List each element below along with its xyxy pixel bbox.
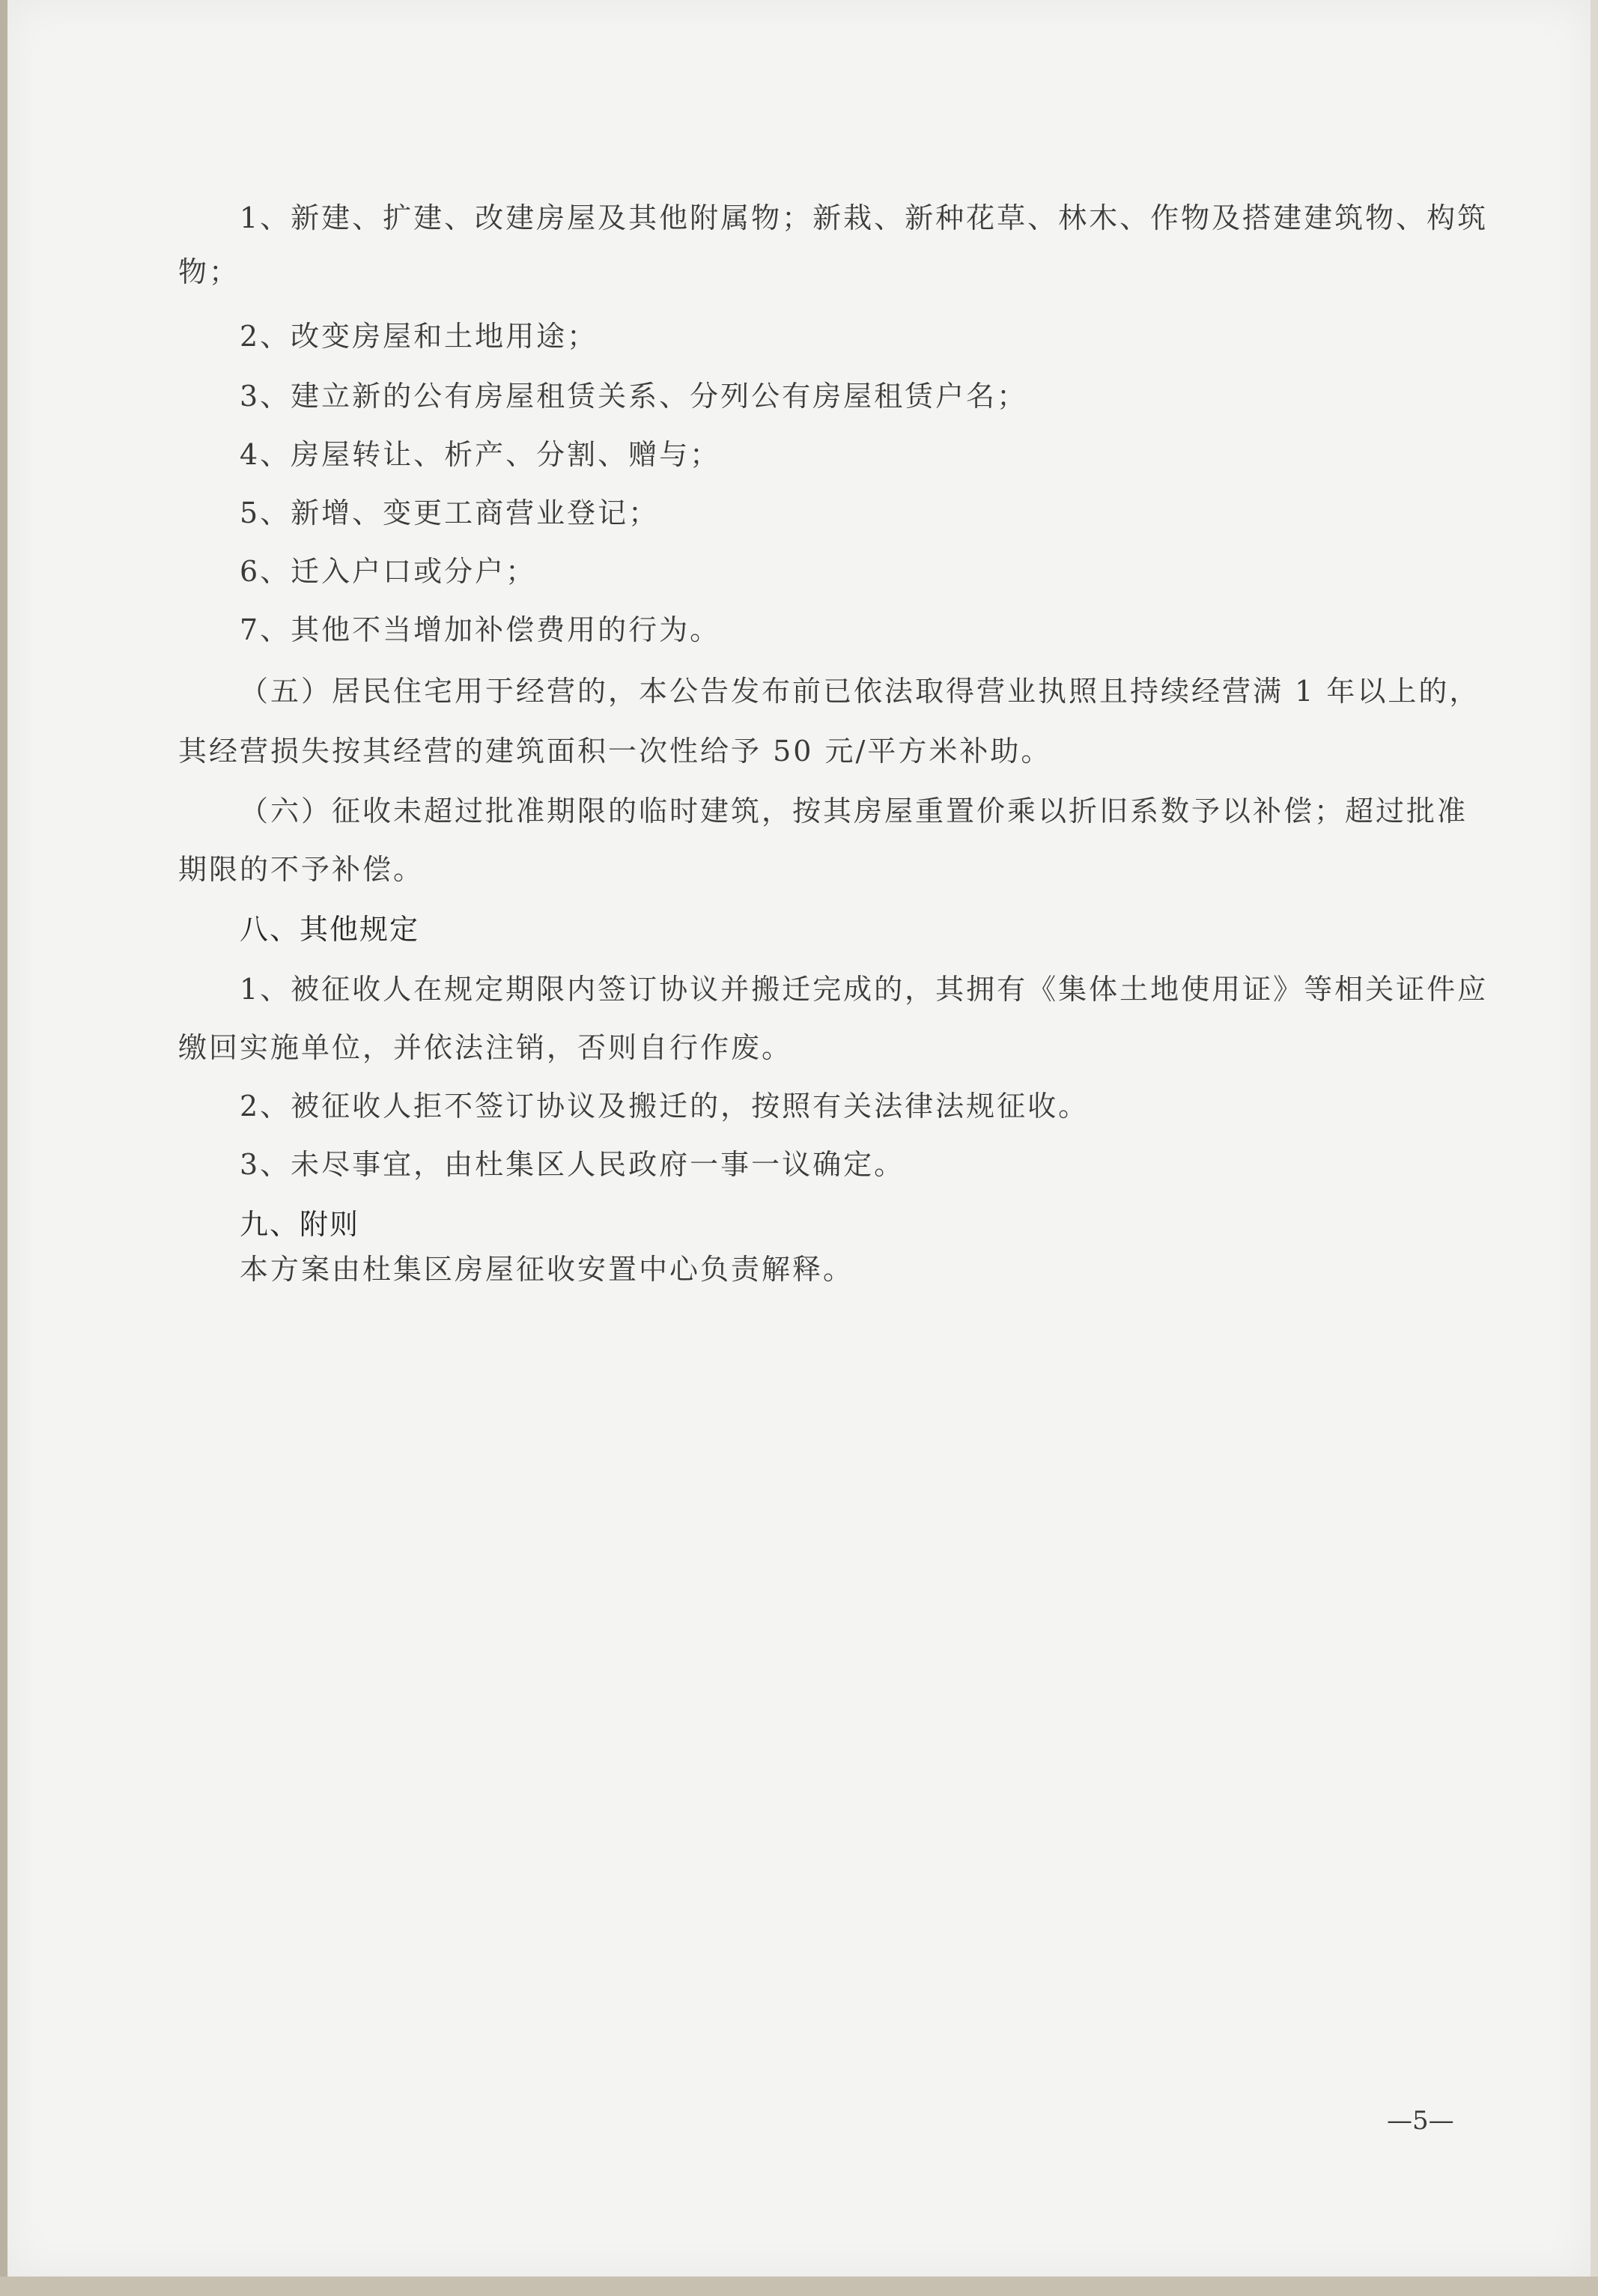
section-9-text: 本方案由杜集区房屋征收安置中心负责解释。 xyxy=(240,1253,854,1286)
list-item-2: 2、改变房屋和土地用途； xyxy=(240,320,598,353)
section-8-item-1-line-2: 缴回实施单位，并依法注销，否则自行作废。 xyxy=(178,1031,793,1064)
list-item-6: 6、迁入户口或分户； xyxy=(240,555,537,588)
section-8-item-2: 2、被征收人拒不签订协议及搬迁的，按照有关法律法规征收。 xyxy=(240,1090,1090,1123)
section-8-item-1-line-1: 1、被征收人在规定期限内签订协议并搬迁完成的，其拥有《集体土地使用证》等相关证件应 xyxy=(240,973,1489,1006)
scan-bottom-edge xyxy=(0,2277,1598,2296)
list-item-7: 7、其他不当增加补偿费用的行为。 xyxy=(240,613,721,646)
section-9-heading: 九、附则 xyxy=(240,1208,360,1241)
section-8-item-3: 3、未尽事宜，由杜集区人民政府一事一议确定。 xyxy=(240,1148,905,1181)
section-8-heading: 八、其他规定 xyxy=(240,913,420,946)
list-item-1-line-1: 1、新建、扩建、改建房屋及其他附属物；新栽、新种花草、林木、作物及搭建建筑物、构筑 xyxy=(240,201,1489,234)
clause-5-line-1: （五）居民住宅用于经营的，本公告发布前已依法取得营业执照且持续经营满 1 年以上的， xyxy=(240,675,1480,708)
list-item-1-line-2: 物； xyxy=(178,255,240,288)
clause-6-line-1: （六）征收未超过批准期限的临时建筑，按其房屋重置价乘以折旧系数予以补偿；超过批准 xyxy=(240,795,1468,827)
list-item-3: 3、建立新的公有房屋租赁关系、分列公有房屋租赁户名； xyxy=(240,380,1028,413)
page-number: —5— xyxy=(1387,2106,1454,2136)
clause-6-line-2: 期限的不予补偿。 xyxy=(178,853,425,886)
list-item-5: 5、新增、变更工商营业登记； xyxy=(240,496,660,529)
list-item-4: 4、房屋转让、析产、分割、赠与； xyxy=(240,438,721,471)
clause-5-line-2: 其经营损失按其经营的建筑面积一次性给予 50 元/平方米补助。 xyxy=(178,735,1052,768)
